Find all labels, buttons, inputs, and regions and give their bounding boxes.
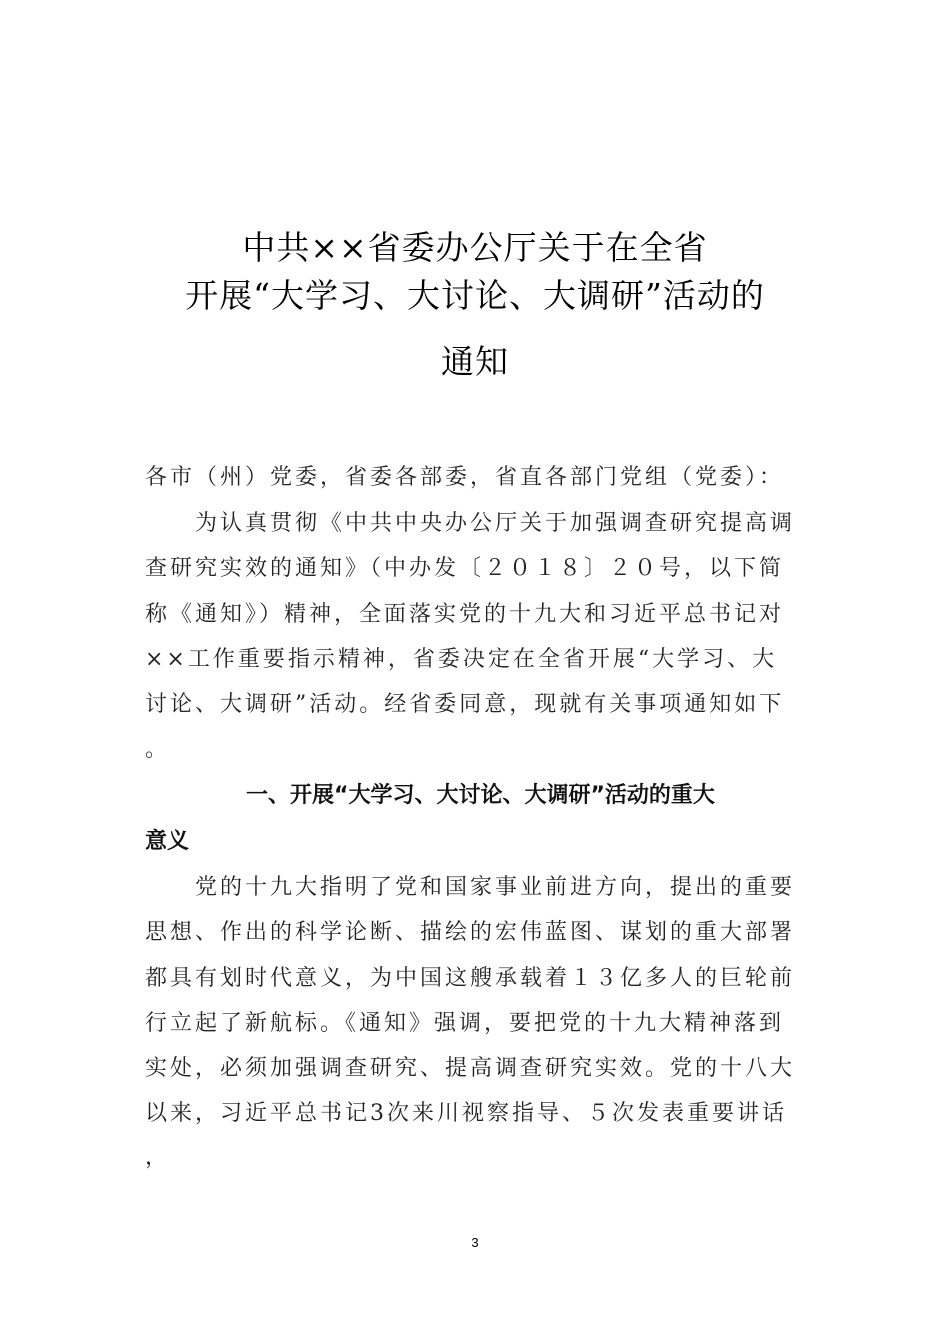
section-heading-line-1: 一、开展“大学习、大讨论、大调研”活动的重大 (246, 783, 715, 808)
title-line-1: 中共××省委办公厅关于在全省 (242, 228, 708, 267)
paragraph2-line-4: 行立起了新航标。《通知》强调，要把党的十九大精神落到 (145, 1011, 785, 1036)
paragraph2-line-5: 实处，必须加强调查研究、提高调查研究实效。党的十八大 (145, 1056, 796, 1081)
title-line-3: 通知 (441, 342, 509, 381)
paragraph1-line-2: 查研究实效的通知》（中办发〔２０１８〕２０号，以下简 (145, 556, 785, 581)
paragraph2-line-6: 以来，习近平总书记3次来川视察指导、５次发表重要讲话 (145, 1101, 787, 1126)
paragraph1-line-3: 称《通知》）精神，全面落实党的十九大和习近平总书记对 (145, 602, 785, 627)
section-heading-line-2: 意义 (145, 829, 190, 854)
paragraph1-line-5: 讨论、大调研”活动。经省委同意，现就有关事项通知如下 (145, 692, 785, 717)
paragraph2-line-1: 党的十九大指明了党和国家事业前进方向，提出的重要 (195, 875, 796, 900)
paragraph1-line-1: 为认真贯彻《中共中央办公厅关于加强调查研究提高调 (195, 511, 796, 536)
paragraph2-line-3: 都具有划时代意义，为中国这艘承载着１３亿多人的巨轮前 (145, 966, 796, 991)
salutation: 各市（州）党委，省委各部委，省直各部门党组（党委）： (145, 465, 785, 490)
title-line-2: 开展“大学习、大讨论、大调研”活动的 (185, 276, 765, 315)
page-number: 3 (471, 1235, 479, 1250)
paragraph2-line-7: ， (145, 1145, 171, 1170)
paragraph2-line-2: 思想、作出的科学论断、描绘的宏伟蓝图、谋划的重大部署 (145, 920, 796, 945)
paragraph1-line-6: 。 (145, 737, 171, 762)
paragraph1-line-4: ××工作重要指示精神，省委决定在全省开展“大学习、大 (145, 647, 778, 672)
